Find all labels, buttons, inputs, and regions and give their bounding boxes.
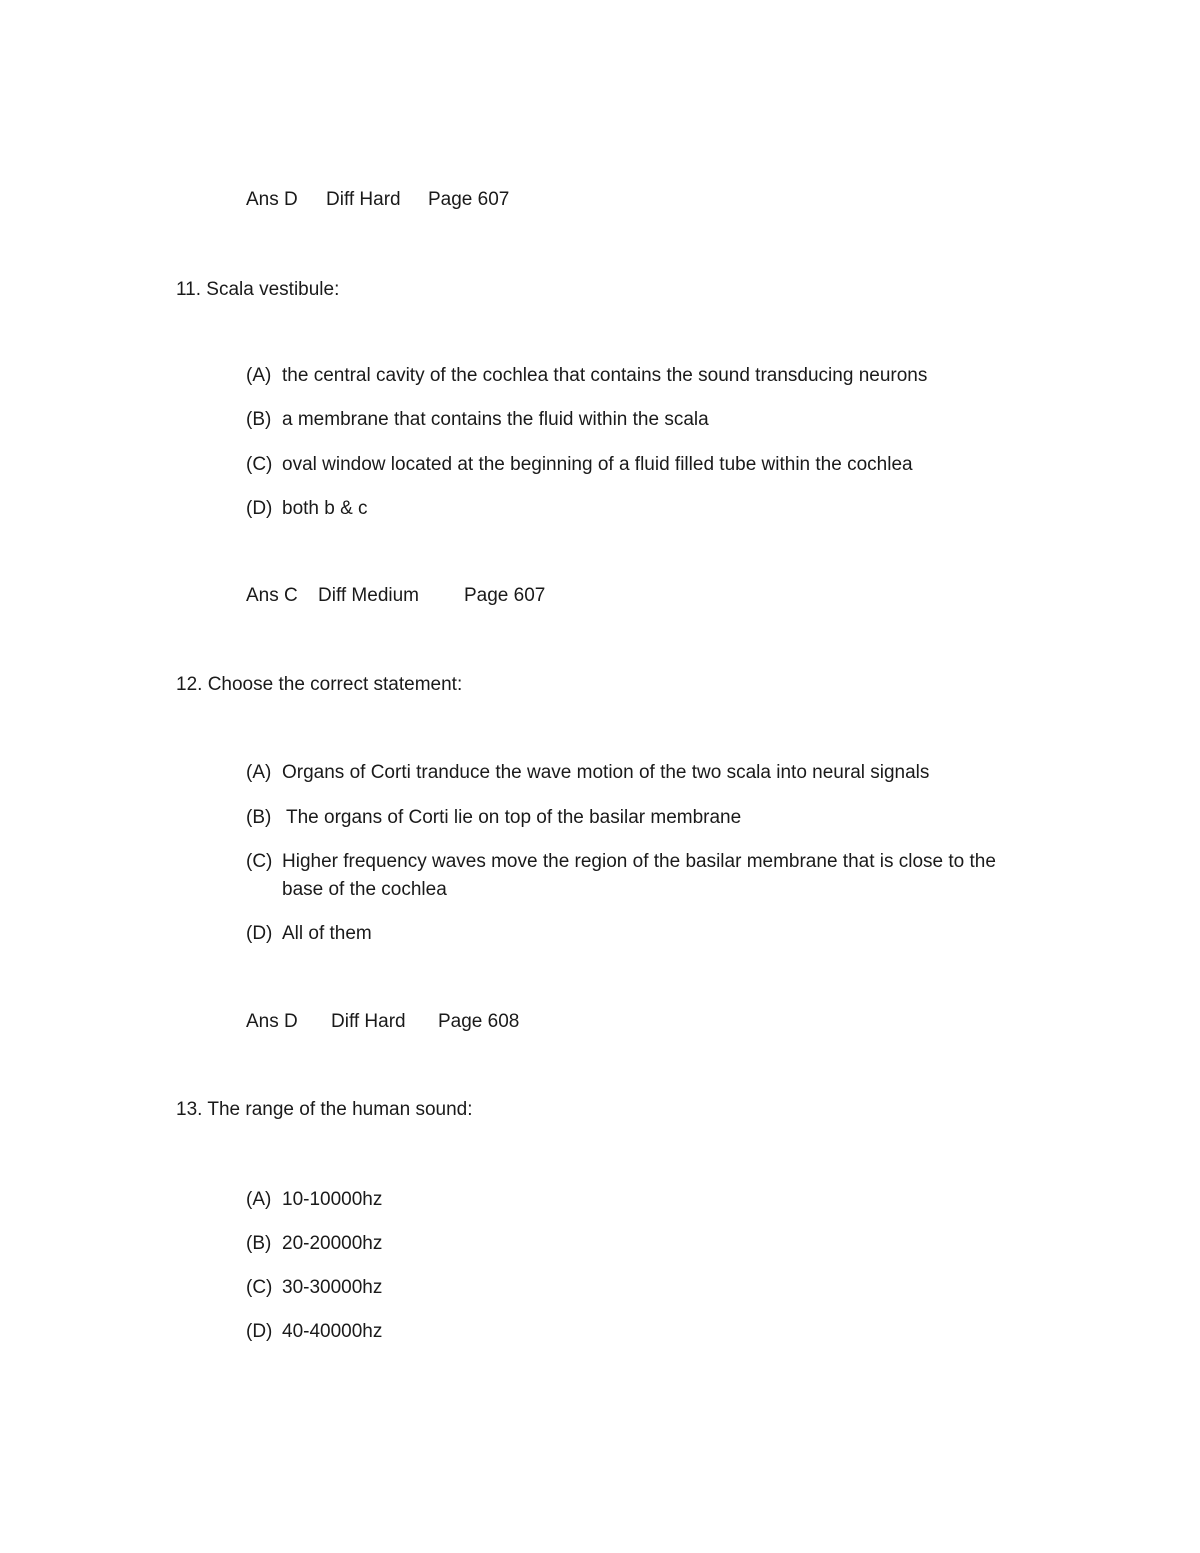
option-text: the central cavity of the cochlea that contains the sound transducing neurons <box>282 365 928 386</box>
difficulty: Diff Hard <box>326 189 401 210</box>
question-12 <box>176 673 462 697</box>
option-label: (D) <box>246 1321 273 1342</box>
option-text: Higher frequency waves move the region of the basilar membrane that is close to the base of the cochlea <box>282 851 996 900</box>
question-11 <box>176 278 339 302</box>
answer-key: Ans D <box>246 1011 298 1032</box>
option-label: (A) <box>246 1189 272 1210</box>
answer-key: Ans D <box>246 189 298 210</box>
option-label: (A) <box>246 365 272 386</box>
page-ref: Page 607 <box>464 585 546 606</box>
option-text: All of them <box>282 923 372 944</box>
option-text: a membrane that contains the fluid within the scala <box>282 409 709 430</box>
question-13 <box>176 1098 473 1122</box>
difficulty: Diff Hard <box>331 1011 406 1032</box>
page-ref: Page 607 <box>428 189 510 210</box>
question-number: 12. <box>176 674 203 695</box>
option-text: oval window located at the beginning of a fluid filled tube within the cochlea <box>282 454 913 475</box>
question-number: 13. <box>176 1099 203 1120</box>
option-label: (D) <box>246 498 273 519</box>
question-text: Scala vestibule: <box>206 279 340 300</box>
option-text: The organs of Corti lie on top of the basilar membrane <box>286 807 742 828</box>
option-text: 20-20000hz <box>282 1233 383 1254</box>
difficulty: Diff Medium <box>318 585 420 606</box>
option-text: 30-30000hz <box>282 1277 383 1298</box>
option-label: (B) <box>246 1233 272 1254</box>
option-text: both b & c <box>282 498 368 519</box>
option-label: (C) <box>246 1277 273 1298</box>
option-label: (C) <box>246 851 273 872</box>
question-text: The range of the human sound: <box>207 1099 473 1120</box>
option-label: (C) <box>246 454 273 475</box>
question-number: 11. <box>176 279 202 300</box>
page-ref: Page 608 <box>438 1011 520 1032</box>
option-text: 10-10000hz <box>282 1189 383 1210</box>
option-label: (D) <box>246 923 273 944</box>
option-label: (B) <box>246 807 272 828</box>
option-label: (A) <box>246 762 272 783</box>
option-text: Organs of Corti tranduce the wave motion of the two scala into neural signals <box>282 762 930 783</box>
answer-key: Ans C <box>246 585 298 606</box>
option-text: 40-40000hz <box>282 1321 383 1342</box>
question-text: Choose the correct statement: <box>207 674 463 695</box>
option-label: (B) <box>246 409 272 430</box>
